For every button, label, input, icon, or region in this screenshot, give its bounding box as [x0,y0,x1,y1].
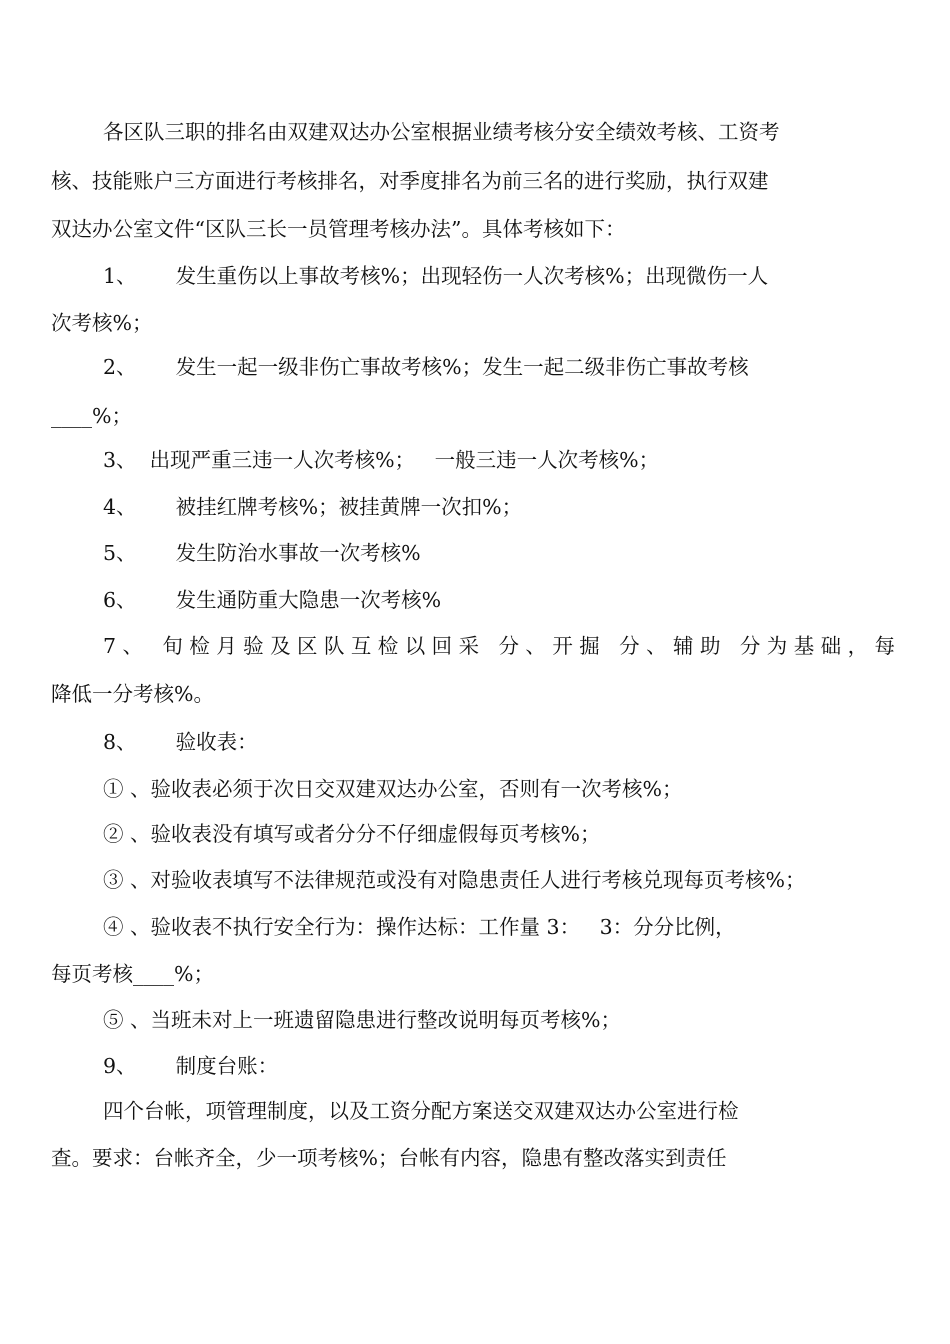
item-7-line-1: 7、 旬检月验及区队互检以回采 分、开掘 分、辅助 分为基础，每 [103,634,895,658]
item-1-line-2: 次考核%； [51,311,153,335]
sub-item-2: ② 、验收表没有填写或者分分不仔细虚假每页考核%； [103,822,601,846]
item-9: 9、 制度台账： [103,1054,279,1078]
paragraph-line-2: 核、技能账户三方面进行考核排名，对季度排名为前三名的进行奖励，执行双建 [51,169,769,193]
item-8: 8、 验收表： [103,730,258,754]
item-4: 4、 被挂红牌考核%；被挂黄牌一次扣%； [103,495,523,519]
sub-item-1: ① 、验收表必须于次日交双建双达办公室，否则有一次考核%； [103,777,683,801]
sub-item-3: ③ 、对验收表填写不法律规范或没有对隐患责任人进行考核兑现每页考核%； [103,868,806,892]
item-2-line-1: 2、 发生一起一级非伤亡事故考核%；发生一起二级非伤亡事故考核 [103,355,749,379]
item-1-line-1: 1、 发生重伤以上事故考核%；出现轻伤一人次考核%；出现微伤一人 [103,264,769,288]
sub-item-4-line-1: ④ 、验收表不执行安全行为：操作达标：工作量 3： 3：分分比例， [103,915,736,939]
paragraph-line-1: 各区队三职的排名由双建双达办公室根据业绩考核分安全绩效考核、工资考 [103,120,780,144]
sub-item-5: ⑤ 、当班未对上一班遗留隐患进行整改说明每页考核%； [103,1008,621,1032]
item-3: 3、 出现严重三违一人次考核%； 一般三违一人次考核%； [103,448,660,472]
item-2-line-2: ____%； [51,404,132,428]
closing-line-1: 四个台帐，项管理制度，以及工资分配方案送交双建双达办公室进行检 [103,1099,739,1123]
closing-line-2: 查。要求：台帐齐全，少一项考核%；台帐有内容，隐患有整改落实到责任 [51,1146,727,1170]
paragraph-line-3: 双达办公室文件“区队三长一员管理考核办法”。具体考核如下： [51,217,626,241]
item-7-line-2: 降低一分考核%。 [51,682,214,706]
sub-item-4-line-2: 每页考核____%； [51,962,214,986]
item-6: 6、 发生通防重大隐患一次考核% [103,588,442,612]
item-5: 5、 发生防治水事故一次考核% [103,541,421,565]
